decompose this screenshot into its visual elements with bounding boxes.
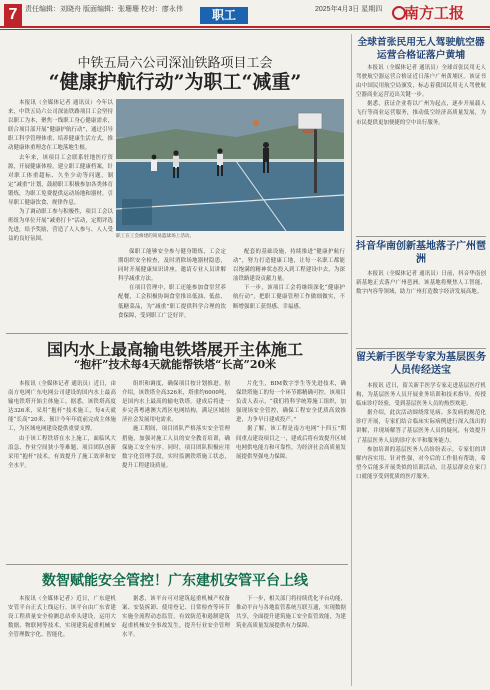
story2-subheadline: “抱杆”技术每4天就能帮铁塔“长高”20米 xyxy=(73,358,277,371)
story1-column-3 xyxy=(233,248,345,328)
paragraph: 下一步，该项目工会将继续深化“健康护航行动”，把职工健康管理工作做细做实，不断增强职工获得感、幸福感。 xyxy=(233,285,345,310)
paragraph: 本报讯 近日，留关新手医学专家走进基层医疗机构，为基层医务人员开展业务培训和技术指导，传授临床诊疗经验，受到基层医务人员的热烈欢迎。 xyxy=(356,383,486,408)
story3-column-2 xyxy=(122,595,230,687)
sidebar-headline-3: 留关新手医学专家为基层医务人员传经送宝 xyxy=(356,352,486,376)
sidebar-divider xyxy=(356,348,486,349)
story2-column-2 xyxy=(122,380,230,560)
story2-headline: 国内水上最高输电铁塔展开主体施工 xyxy=(46,340,303,359)
brand-title: 南方工报 xyxy=(404,6,465,22)
page-number: 7 xyxy=(4,4,22,26)
sidebar-headline-2: 抖音华南创新基地落子广州琶洲 xyxy=(356,241,486,265)
paragraph: 本报讯（全媒体记者 通讯员）全球首张民用无人驾驶航空器运营合格证近日落户广州黄埔区。该证书由中国民用航空局颁发，标志着我国民用无人驾驶航空器商业运营迈出关键一步。 xyxy=(356,65,486,99)
story3-column-3 xyxy=(236,595,346,687)
story-divider xyxy=(6,333,348,334)
sidebar-divider xyxy=(356,236,486,237)
paragraph: 配套的基础设施，持续推进“健康护航行动”，努力打造健康工地，让每一名职工都能以饱满的精神状态投入到工程建设中去，为深汕铁路建设贡献力量。 xyxy=(233,249,345,283)
section-tag: 职工 xyxy=(200,7,248,24)
header-rule-thin xyxy=(0,29,490,30)
paragraph: 据了解，该工程是南方电网“十四五”期间重点建设项目之一，建成后将有效提升区域电网供电能力和可靠性，为经济社会高质量发展提供坚强电力保障。 xyxy=(236,426,346,460)
sidebar-body-2 xyxy=(356,270,486,346)
basketball-court-photo xyxy=(116,99,344,231)
paragraph: 由于该工程铁塔在水上施工，面临风大浪急、作业空间狭小等难题，项目团队创新采用“抱杆”技术，有效提升了施工效率和安全水平。 xyxy=(8,435,116,469)
story-divider xyxy=(6,564,348,565)
sidebar-headline-1: 全球首张民用无人驾驶航空器运营合格证落户黄埔 xyxy=(357,37,485,61)
paragraph: 去年来，该项目工会联系驻地医疗资源，开展健康体检，建立职工健康档案，针对职工体重超标、久坐少动等问题，制定“减重”计划，鼓励职工积极参加各类体育锻炼，为职工免费提供运动场地和器材，引导职工健康饮食、规律作息。 xyxy=(8,154,113,207)
paragraph: 片化生，BIM数字孪生等先进技术，确保铁塔施工的每一个环节都精确可控。该项目负责人表示，“我们将科学统筹施工组织，加强现场安全管控，确保工程安全优质高效推进，力争早日建成投产。” xyxy=(236,381,346,424)
paragraph: 据悉，获证企业将以广州为起点，逐步开展载人飞行等商业运营服务，推动低空经济高质量发展，为市民提供更加便捷的空中出行服务。 xyxy=(356,101,486,126)
story3-column-1 xyxy=(8,595,116,687)
paragraph: 本报讯（全媒体记者 通讯员）近日，由南方电网广东电网公司建设的国内水上最高输电铁塔开始主体施工。据悉，该铁塔高度达326米，采用“抱杆”技术施工，每4天就能“长高”20米，预计今年年底前完成主体施工，为区域电网建设提供重要支撑。 xyxy=(8,381,116,433)
photo-caption: 职工在工会修建的简易篮球场上活动。 xyxy=(116,233,195,238)
story2-column-1 xyxy=(8,380,116,560)
story1-headline: “健康护航行动”为职工“减重” xyxy=(48,71,302,93)
photo-illustration xyxy=(116,99,344,231)
column-divider xyxy=(351,34,352,686)
story1-column-2 xyxy=(118,248,226,328)
page-header xyxy=(0,0,490,30)
paragraph: 施工期间，项目团队严格落实安全管理措施，加强对施工人员的安全教育培训，确保施工安全有序。同时，项目团队积极应用数字化管理手段，实时监测铁塔施工状态，提升工程建设质量。 xyxy=(122,426,230,469)
paragraph: 本报讯（全媒体记者）近日，广东建机安管平台正式上线运行。该平台由广东省建设工程质量安全检测总站牵头建设，运用大数据、物联网等技术，实现建筑起重机械安全管理数字化、智能化。 xyxy=(8,596,116,639)
paragraph: 下一步，相关部门将持续优化平台功能，推动平台与各地监管系统互联互通，实现数据共享，全面提升建筑施工安全监管效能，为建筑业高质量发展提供有力保障。 xyxy=(236,596,346,630)
sidebar-body-3 xyxy=(356,382,486,684)
paragraph: 保职工能够安全参与健身锻炼，工会定期组织安全检查，及时消除场地器材隐患，同时开展健康知识讲座，邀请专业人员讲解科学减重方法。 xyxy=(118,249,226,283)
editor-credits: 责任编辑：刘晓舟 版面编辑：张珊珊 校对：廖永伟 xyxy=(25,6,183,13)
issue-date: 2025年4月3日 星期四 xyxy=(315,6,383,13)
paragraph: 据介绍，此次活动围绕常见病、多发病的规范化诊疗开展，专家们结合临床实际病例进行深入浅出的讲解，并现场解答了基层医务人员的疑问，有效提升了基层医务人员的诊疗水平和服务能力。 xyxy=(356,410,486,444)
story1-kicker: 中铁五局六公司深汕铁路项目工会 xyxy=(77,56,273,71)
sidebar-body-1 xyxy=(356,64,486,236)
paragraph: 在项目管理中，职工还能参加食堂营养配餐，工会积极协调食堂推出低油、低盐、低糖菜品，为“减重”职工提供科学合理的饮食保障，受到职工广泛好评。 xyxy=(118,285,226,319)
paragraph: 参加培训的基层医务人员纷纷表示，专家们的讲解内容实用、针对性强，对今后的工作很有帮助，希望今后能多开展类似的培训活动，让基层群众在家门口就能享受到优质的医疗服务。 xyxy=(356,446,486,480)
paragraph: 本报讯（全媒体记者 通讯员）今年以来，中铁五局六公司深汕铁路项目工会坚持以职工为本，聚焦一线职工身心健康需求，联合项目部开展“健康护航行动”，通过引导职工科学管理体重、培养健康生活方式，推动健康体重理念在工地落地生根。 xyxy=(8,100,113,152)
story1-column-1 xyxy=(8,99,113,329)
paragraph: 本报讯（全媒体记者 通讯员）日前，抖音华南创新基地正式落户广州琶洲。该基地将聚焦人工智能、数字内容等领域，助力广州打造数字经济发展高地。 xyxy=(356,271,486,296)
paragraph: 为了调动职工参与积极性，项目工会以班组为单位开展“减重打卡”活动，定期评选先进，给予奖励，营造了人人参与、人人受益的良好氛围。 xyxy=(8,209,113,243)
header-rule xyxy=(0,26,490,28)
story3-headline: 数智赋能安全管控！广东建机安管平台上线 xyxy=(42,573,308,589)
story2-column-3 xyxy=(236,380,346,560)
paragraph: 据悉，该平台可对建筑起重机械产权备案、安装拆卸、使用登记、日常检查等环节实施全流程动态监管，有效防范和遏制建筑起重机械安全事故发生，提升行业安全管理水平。 xyxy=(122,596,230,639)
paragraph: 组织和调度，确保项目按计划推进。据介绍，该铁塔全高326米，塔重约6000吨，是国内水上最高的输电铁塔。建成后将进一步完善粤港澳大湾区电网结构，满足区域经济社会发展用电需求。 xyxy=(122,381,230,424)
